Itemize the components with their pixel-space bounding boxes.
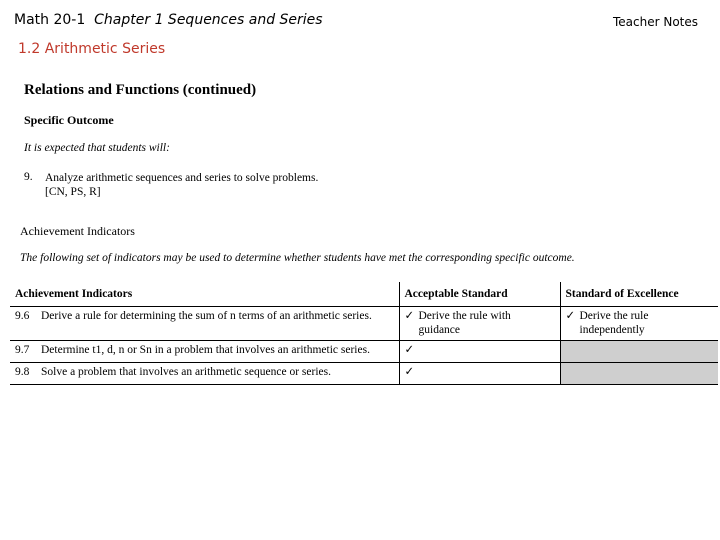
header-title [14, 12, 323, 28]
table-row [10, 341, 718, 363]
indicator-number: 9.7 [15, 344, 30, 356]
indicator-cell [10, 307, 399, 341]
acceptable-cell [399, 341, 560, 363]
indicator-number: 9.6 [15, 310, 30, 322]
checkmark-icon: ✓ [404, 310, 415, 322]
course-name: Math 20-1 [14, 12, 86, 28]
acceptable-line1: Derive the rule with [418, 310, 511, 322]
expectation-text: It is expected that students will: [24, 142, 170, 154]
excellence-cell-shaded [560, 363, 718, 385]
table-header-row [10, 282, 718, 307]
checkmark-icon: ✓ [404, 366, 415, 378]
excellence-line2: independently [579, 324, 645, 336]
outcome-item-number: 9. [24, 171, 33, 183]
excellence-cell-shaded [560, 341, 718, 363]
indicator-text: Solve a problem that involves an arithmetic sequence or series. [41, 366, 331, 378]
acceptable-cell [399, 307, 560, 341]
outcome-item-line1: Analyze arithmetic sequences and series to solve problems. [45, 172, 319, 184]
outcome-item-text [45, 171, 318, 199]
indicators-table [10, 282, 718, 385]
checkmark-icon: ✓ [404, 344, 415, 356]
indicators-heading: Achievement Indicators [20, 224, 135, 238]
excellence-line1: Derive the rule [579, 310, 649, 322]
column-header: Acceptable Standard [399, 282, 560, 307]
indicator-cell [10, 341, 399, 363]
outcome-item-line2: [CN, PS, R] [45, 186, 101, 198]
chapter-name: Chapter 1 Sequences and Series [94, 12, 323, 28]
indicator-text: Derive a rule for determining the sum of n terms of an arithmetic series. [41, 310, 372, 322]
acceptable-cell [399, 363, 560, 385]
specific-outcome-label: Specific Outcome [24, 113, 114, 127]
column-header: Standard of Excellence [560, 282, 718, 307]
column-header: Achievement Indicators [10, 282, 399, 307]
excellence-text [580, 309, 649, 337]
checkmark-icon: ✓ [565, 310, 576, 322]
outcome-title: Relations and Functions (continued) [24, 82, 257, 98]
acceptable-line2: guidance [418, 324, 461, 336]
table-row [10, 363, 718, 385]
excellence-cell [560, 307, 718, 341]
teacher-notes-label: Teacher Notes [613, 15, 699, 29]
acceptable-text [419, 309, 511, 337]
indicators-description: The following set of indicators may be used to determine whether students have met the corresponding specific outcome. [20, 252, 575, 264]
section-title: 1.2 Arithmetic Series [18, 41, 166, 57]
indicator-number: 9.8 [15, 366, 30, 378]
table-row [10, 307, 718, 341]
indicator-text: Determine t1, d, n or Sn in a problem that involves an arithmetic series. [41, 344, 370, 356]
indicator-cell [10, 363, 399, 385]
